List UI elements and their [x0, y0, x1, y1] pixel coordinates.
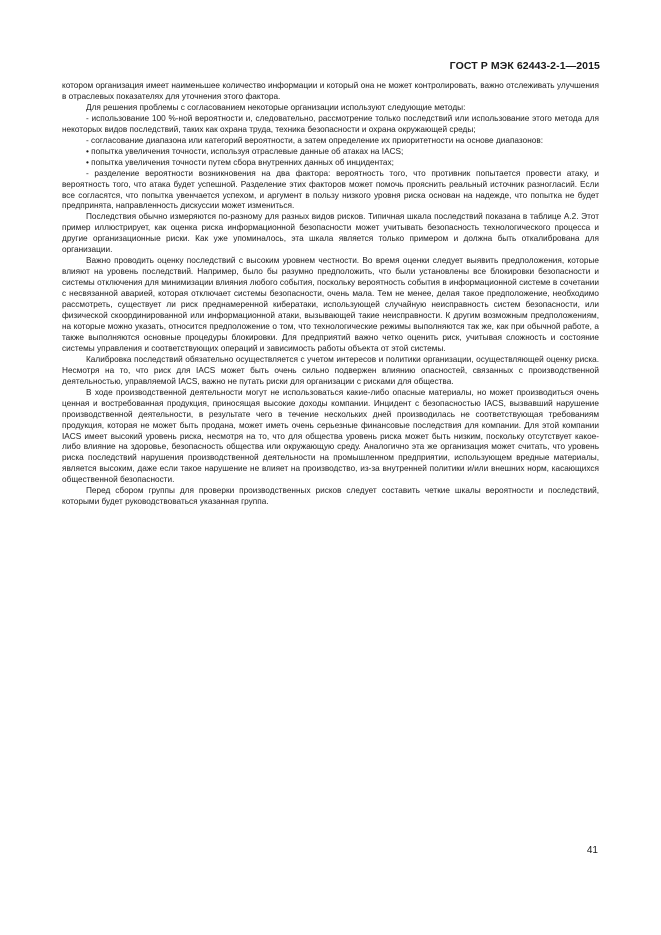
paragraph: Важно проводить оценку последствий с высоким уровнем честности. Во время оценки следует выявить предположения, которые влияют на уровень последствий. Например, было бы разумно предположить, что были установлены все блокировки безопасности и системы отключения для минимизации влияния любого события, поскольку вероятность события в информационной системе в сочетании с несвязанной аварией, которая отключает системы безопасности, очень мала. Тем не менее, делая такое предположение, необходимо рассмотреть, существует ли риск преднамеренной кибератаки, использующей случайную неисправность систем безопасности, или физической скоординированной или информационной атаки, вызывающей такие неисправности. К другим возможным предположениям, на которые можно указать, относится предположение о том, что технологические режимы выполняются так же, как при обычной работе, а также выполняются основные процедуры блокировки. Для предприятий важно четко оценить риск, учитывая сложность и состояние системы управления и соответствующих операций и зависимость работы объекта от этой системы.	[62, 256, 599, 353]
paragraph: • попытка увеличения точности, используя отраслевые данные об атаках на IACS;	[86, 146, 404, 156]
document-body	[62, 81, 599, 508]
document-code-header: ГОСТ Р МЭК 62443-2-1—2015	[449, 60, 600, 72]
paragraph: • попытка увеличения точности путем сбора внутренних данных об инцидентах;	[86, 157, 394, 167]
paragraph: Перед сбором группы для проверки производственных рисков следует составить четкие шкалы вероятности и последствий, которыми будет руководствоваться указанная группа.	[62, 486, 599, 507]
paragraph: - разделение вероятности возникновения на два фактора: вероятность того, что противник попытается провести атаку, и вероятность того, что атака будет успешной. Разделение этих факторов может помочь прояснить реальный источник разногласий. Если все согласятся, что попытка увенчается успехом, и аргумент в пользу низкого уровня риска основан на надежде, что попытка не будет предпринята, направленность дискуссии может измениться.	[62, 168, 599, 211]
paragraph: котором организация имеет наименьшее количество информации и который она не может контролировать, важно отслеживать улучшения в отраслевых показателях для уточнения этого фактора.	[62, 81, 599, 101]
paragraph: Последствия обычно измеряются по-разному для разных видов рисков. Типичная шкала последствий показана в таблице А.2. Этот пример иллюстрирует, как оценка риска информационной безопасности может учитывать безопасность технологического процесса и другие организационные риски. Как уже упоминалось, эта шкала является только примером и должна быть откалибрована для организации.	[62, 212, 599, 255]
paragraph: Калибровка последствий обязательно осуществляется с учетом интересов и политики организации, осуществляющей оценку риска. Несмотря на то, что риск для IACS может быть очень сильно подвержен влиянию опасностей, связанных с производственной деятельностью, управляемой IACS, важно не путать риски для организации с рисками для общества.	[62, 354, 599, 386]
paragraph: - использование 100 %-ной вероятности и, следовательно, рассмотрение только последствий или использование этого метода для некоторых видов последствий, таких как охрана труда, техника безопасности и охрана окружающей среды;	[62, 113, 599, 134]
paragraph: Для решения проблемы с согласованием некоторые организации используют следующие методы:	[86, 102, 466, 112]
paragraph: - согласование диапазона или категорий вероятности, а затем определение их приоритетности на основе диапазонов:	[86, 135, 544, 145]
paragraph: В ходе производственной деятельности могут не использоваться какие-либо опасные материалы, но может производиться очень ценная и востребованная продукция, приносящая высокие доходы компании. Инцидент с безопасностью IACS, вызвавший нарушение производственной деятельности, в результате чего в течение нескольких дней производилась не соответствующая требованиям продукция, которая не может быть продана, может иметь очень серьезные финансовые последствия для компании. Для этой компании IACS имеет высокий уровень риска, несмотря на то, что для общества уровень риска может быть низким, поскольку отсутствует какое-либо влияние на здоровье, безопасность общества или окружающую среду. Аналогично эта же организация может считать, что уровень риска последствий нарушения производственной деятельности на промышленном предприятии, использующем вредные материалы, является высоким, даже если такое нарушение не влияет на производство, из-за внутренней политики и/или внешних норм, касающихся общественной безопасности.	[62, 387, 599, 485]
page-number: 41	[586, 845, 598, 856]
